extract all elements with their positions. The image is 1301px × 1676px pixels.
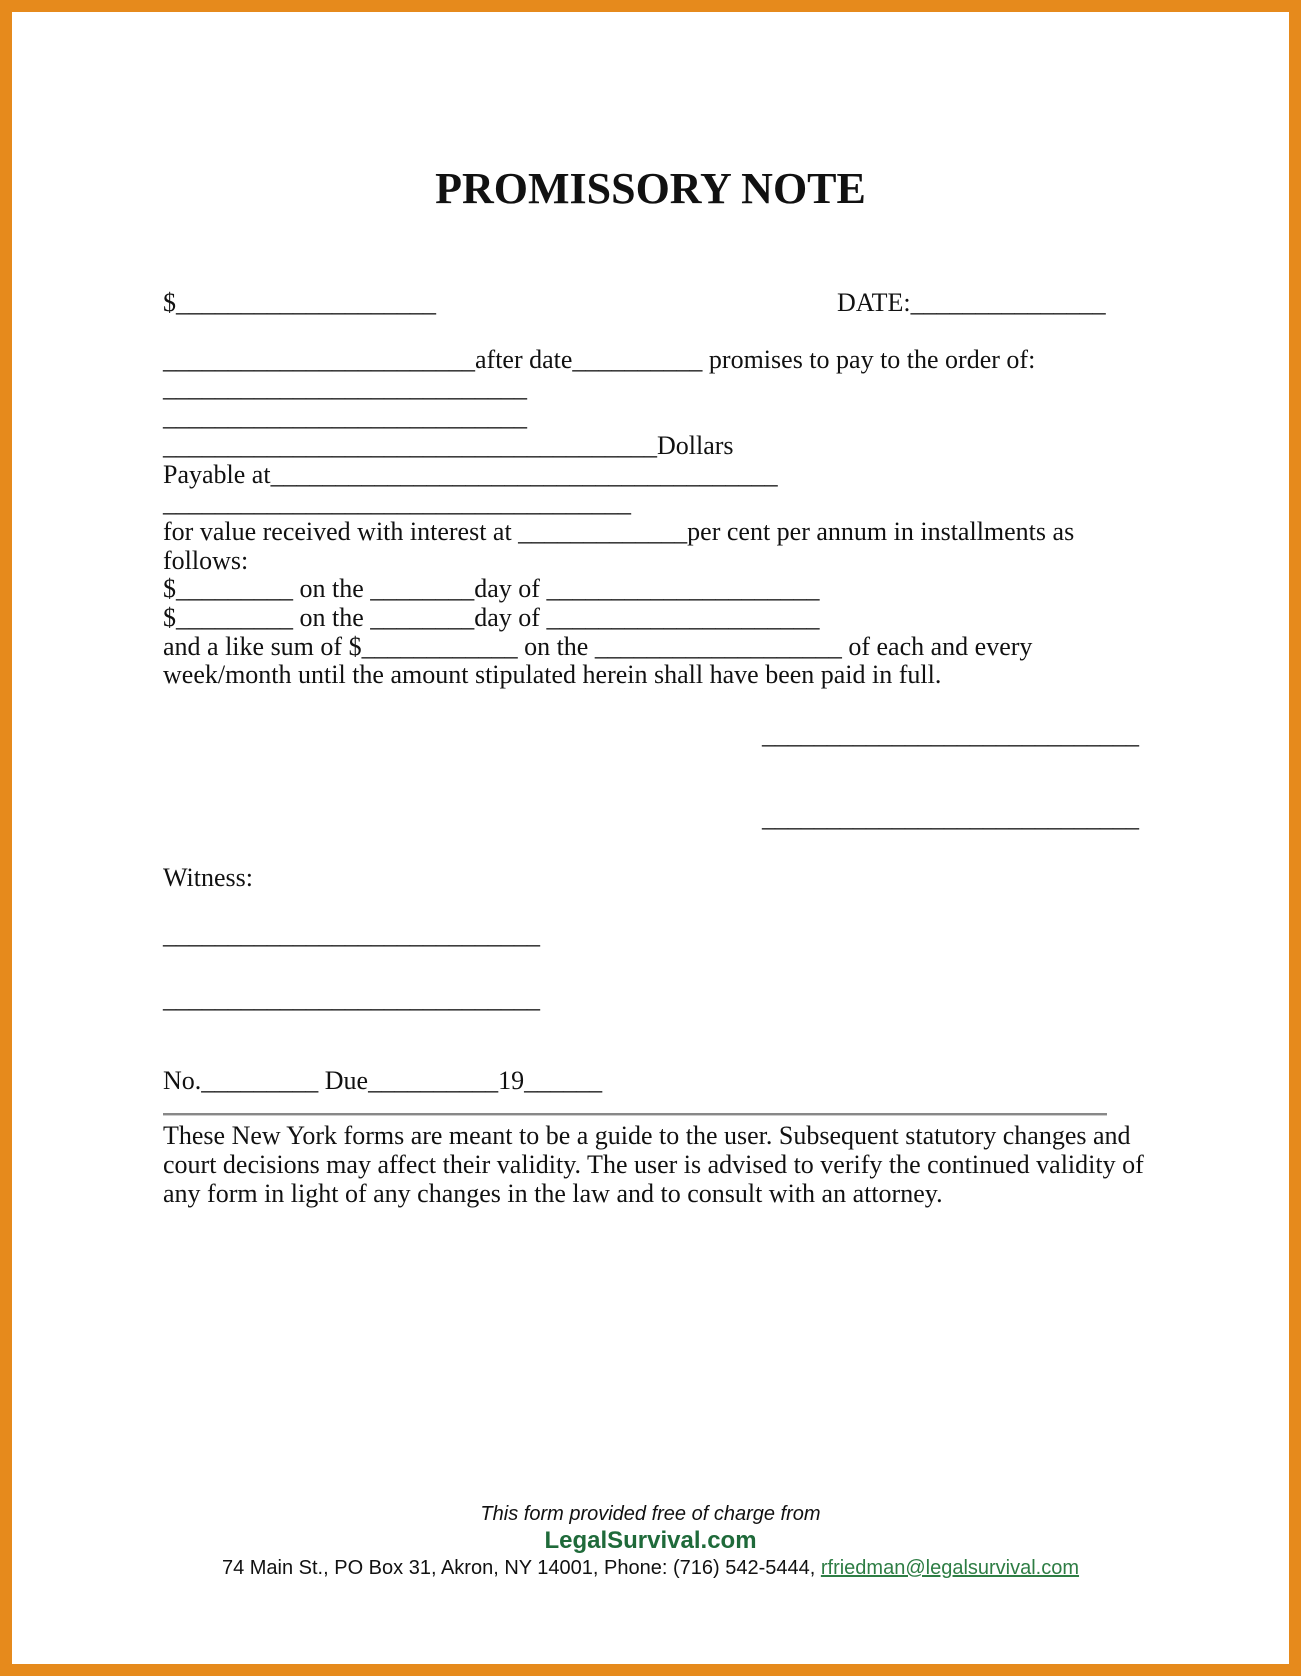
date-field[interactable]: DATE:_______________	[837, 288, 1106, 317]
installment-line[interactable]: $_________ on the ________day of _____________________	[163, 603, 820, 632]
signature-line[interactable]: _____________________________	[762, 720, 1139, 749]
footer-tagline: This form provided free of charge from	[480, 1503, 821, 1525]
footer-brand[interactable]: LegalSurvival.com	[544, 1527, 757, 1554]
body-line[interactable]: ________________________after date__________ promises to pay to the order of:	[163, 345, 1036, 374]
footer-contact	[0, 1557, 1301, 1580]
body-line: week/month until the amount stipulated herein shall have been paid in full.	[163, 660, 942, 689]
signature-line[interactable]: _____________________________	[762, 803, 1139, 832]
payable-at-field[interactable]: Payable at_______________________________________	[163, 460, 778, 489]
note-number-due-line[interactable]: No._________ Due__________19______	[163, 1066, 603, 1095]
document-title: PROMISSORY NOTE	[435, 164, 866, 213]
divider	[163, 1113, 1107, 1116]
disclaimer-line: These New York forms are meant to be a guide to the user. Subsequent statutory changes and	[163, 1121, 1131, 1150]
body-line[interactable]: ____________________________	[163, 402, 527, 431]
disclaimer-line: court decisions may affect their validity. The user is advised to verify the continued validity of	[163, 1150, 1144, 1179]
amount-in-words-field[interactable]: ______________________________________Dollars	[163, 431, 734, 460]
footer-email-link[interactable]: rfriedman@legalsurvival.com	[820, 1557, 1080, 1579]
witness-signature-line[interactable]: _____________________________	[163, 920, 540, 949]
footer-address: 74 Main St., PO Box 31, Akron, NY 14001, Phone: (716) 542-5444,	[221, 1557, 821, 1579]
witness-signature-line[interactable]: _____________________________	[163, 984, 540, 1013]
disclaimer-line: any form in light of any changes in the law and to consult with an attorney.	[163, 1179, 943, 1208]
witness-label: Witness:	[163, 863, 253, 892]
like-sum-line[interactable]: and a like sum of $____________ on the ___________________ of each and every	[163, 632, 1033, 661]
amount-field[interactable]: $____________________	[163, 288, 436, 317]
body-line[interactable]: ____________________________	[163, 373, 527, 402]
body-line: follows:	[163, 546, 249, 575]
body-line[interactable]: ____________________________________	[163, 488, 631, 517]
interest-line[interactable]: for value received with interest at _____________per cent per annum in installments as	[163, 517, 1075, 546]
installment-line[interactable]: $_________ on the ________day of _____________________	[163, 574, 820, 603]
